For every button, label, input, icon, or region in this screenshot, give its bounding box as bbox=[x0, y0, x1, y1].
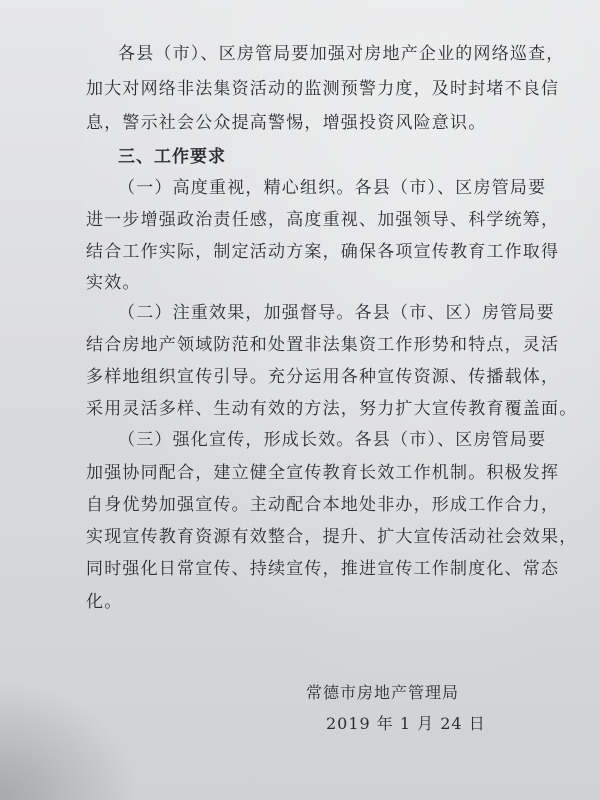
signature-org: 常德市房地产管理局 bbox=[306, 683, 460, 702]
item3-line-2: 加强协同配合，建立健全宣传教育长效工作机制。积极发挥 bbox=[86, 463, 560, 483]
signature-date: 2019 年 1 月 24 日 bbox=[326, 714, 486, 733]
section-title: 三、工作要求 bbox=[118, 147, 226, 167]
item2-line-2: 结合房地产领域防范和处置非法集资工作形势和特点，灵活 bbox=[86, 335, 560, 355]
item2-line-4: 采用灵活多样、生动有效的方法，努力扩大宣传教育覆盖面。 bbox=[86, 399, 578, 419]
item2-line-1: （二）注重效果，加强督导。各县（市、区）房管局要 bbox=[118, 303, 555, 323]
intro-line-2: 加大对网络非法集资活动的监测预警力度，及时封堵不良信 bbox=[86, 79, 560, 99]
item1-line-4: 实效。 bbox=[86, 273, 141, 293]
item3-line-5: 同时强化日常宣传、持续宣传，推进宣传工作制度化、常态 bbox=[86, 559, 560, 579]
item3-line-6: 化。 bbox=[86, 592, 123, 612]
intro-line-1: 各县（市）、区房管局要加强对房地产企业的网络巡查， bbox=[118, 44, 565, 64]
item3-line-4: 实现宣传教育资源有效整合，提升、扩大宣传活动社会效果， bbox=[86, 527, 578, 547]
item1-line-2: 进一步增强政治责任感，高度重视、加强领导、科学统筹， bbox=[86, 210, 560, 230]
intro-line-3: 息，警示社会公众提高警惕，增强投资风险意识。 bbox=[86, 113, 487, 133]
item3-line-3: 自身优势加强宣传。主动配合本地处非办，形成工作合力， bbox=[86, 495, 560, 515]
item2-line-3: 多样地组织宣传引导。充分运用各种宣传资源、传播载体， bbox=[86, 367, 560, 387]
item1-line-3: 结合工作实际，制定活动方案，确保各项宣传教育工作取得 bbox=[86, 242, 560, 262]
page-shadow bbox=[0, 680, 140, 800]
item3-line-1: （三）强化宣传，形成长效。各县（市）、区房管局要 bbox=[118, 430, 547, 450]
item1-line-1: （一）高度重视，精心组织。各县（市）、区房管局要 bbox=[118, 178, 547, 198]
